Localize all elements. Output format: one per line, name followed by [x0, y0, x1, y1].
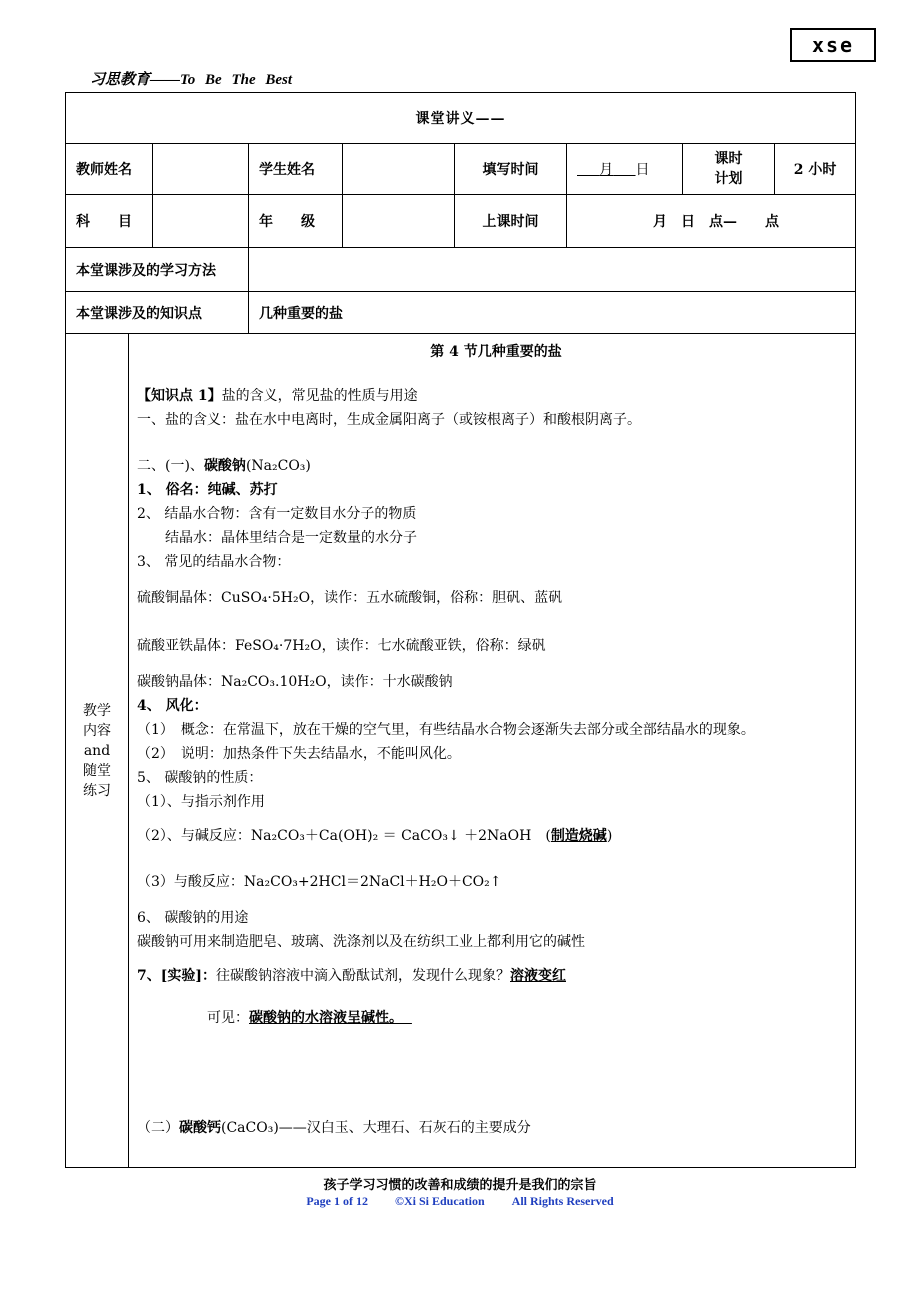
- grade-field[interactable]: [343, 195, 455, 248]
- section-side-label: 教学 内容 and 随堂 练习: [66, 334, 129, 1168]
- plan-label: 课时 计划: [683, 144, 775, 195]
- property-indicator: （1）、与指示剂作用: [137, 794, 265, 810]
- efflorescence-concept: （1） 概念：在常温下，放在干燥的空气里，有些结晶水合物会逐渐失去部分或全部结晶水的现象。: [137, 722, 755, 738]
- page-number: Page 1 of 12: [306, 1194, 368, 1208]
- sodium-carbonate-heading: 二、(一)、碳酸钠(Na₂CO₃): [137, 458, 311, 474]
- section-heading: 第 4 节几种重要的盐: [430, 344, 562, 360]
- experiment-line: 7、[实验]：往碳酸钠溶液中滴入酚酞试剂，发现什么现象？溶液变红: [137, 968, 566, 984]
- plan-value: 2 小时: [775, 144, 856, 195]
- subject-label: 科 目: [66, 195, 153, 248]
- calcium-carbonate-line: （二）碳酸钙(CaCO₃)——汉白玉、大理石、石灰石的主要成分: [137, 1120, 531, 1136]
- salt-definition: 一、盐的含义：盐在水中电离时，生成金属阳离子（或铵根离子）和酸根阴离子。: [137, 412, 641, 428]
- property-base-reaction: （2）、与碱反应：Na₂CO₃＋Ca(OH)₂ ＝ CaCO₃↓ ＋2NaOH (制造烧碱): [137, 828, 613, 844]
- footer-info: [0, 1194, 920, 1209]
- water-of-crystallization: 结晶水：晶体里结合是一定数量的水分子: [165, 530, 417, 546]
- common-hydrates: 3、 常见的结晶水合物：: [137, 554, 291, 570]
- method-label: 本堂课涉及的学习方法: [66, 248, 249, 292]
- common-name: 1、 俗名：纯碱、苏打: [137, 482, 278, 498]
- efflorescence-note: （2） 说明：加热条件下失去结晶水，不能叫风化。: [137, 746, 461, 762]
- efflorescence-heading: 4、 风化：: [137, 698, 208, 714]
- student-field[interactable]: [343, 144, 455, 195]
- feso4-line: 硫酸亚铁晶体：FeSO₄·7H₂O，读作：七水硫酸亚铁，俗称：绿矾: [137, 638, 546, 654]
- experiment-conclusion: 可见：碳酸钠的水溶液呈碱性。: [207, 1010, 403, 1026]
- fill-day: 日: [635, 162, 650, 178]
- na2co3-line: 碳酸钠晶体：Na₂CO₃.10H₂O，读作：十水碳酸钠: [137, 674, 453, 690]
- uses-text: 碳酸钠可用来制造肥皂、玻璃、洗涤剂以及在纺织工业上都利用它的碱性: [137, 934, 585, 950]
- knowledge-value: 几种重要的盐: [249, 292, 856, 334]
- kp1-line: 【知识点 1】盐的含义，常见盐的性质与用途: [137, 388, 418, 404]
- teacher-label: 教师姓名: [66, 144, 153, 195]
- class-time-value: 月 日 点— 点: [567, 195, 856, 248]
- teacher-field[interactable]: [153, 144, 249, 195]
- footer-slogan: 孩子学习习惯的改善和成绩的提升是我们的宗旨: [323, 1178, 597, 1193]
- student-label: 学生姓名: [249, 144, 343, 195]
- brand-motto: 习思教育——To Be The Best: [90, 72, 293, 88]
- lesson-content: [129, 334, 856, 1168]
- uses-heading: 6、 碳酸钠的用途: [137, 910, 249, 926]
- lesson-table: [65, 92, 856, 1168]
- cuso4-line: 硫酸铜晶体：CuSO₄·5H₂O，读作：五水硫酸铜，俗称：胆矾、蓝矾: [137, 590, 563, 606]
- company-name: ©Xi Si Education: [395, 1194, 485, 1208]
- hydrate-definition: 2、 结晶水合物：含有一定数目水分子的物质: [137, 506, 417, 522]
- grade-label: 年 级: [249, 195, 343, 248]
- rights-text: All Rights Reserved: [511, 1194, 614, 1208]
- knowledge-label: 本堂课涉及的知识点: [66, 292, 249, 334]
- subject-field[interactable]: [153, 195, 249, 248]
- fill-time-field[interactable]: [567, 144, 683, 195]
- doc-title: 课堂讲义——: [66, 93, 856, 144]
- method-field[interactable]: [249, 248, 856, 292]
- property-acid-reaction: （3）与酸反应：Na₂CO₃+2HCl＝2NaCl＋H₂O＋CO₂↑: [137, 874, 502, 890]
- class-time-label: 上课时间: [455, 195, 567, 248]
- properties-heading: 5、 碳酸钠的性质：: [137, 770, 263, 786]
- brand-logo: xse: [790, 28, 876, 62]
- fill-time-label: 填写时间: [455, 144, 567, 195]
- fill-month: 月: [599, 162, 614, 178]
